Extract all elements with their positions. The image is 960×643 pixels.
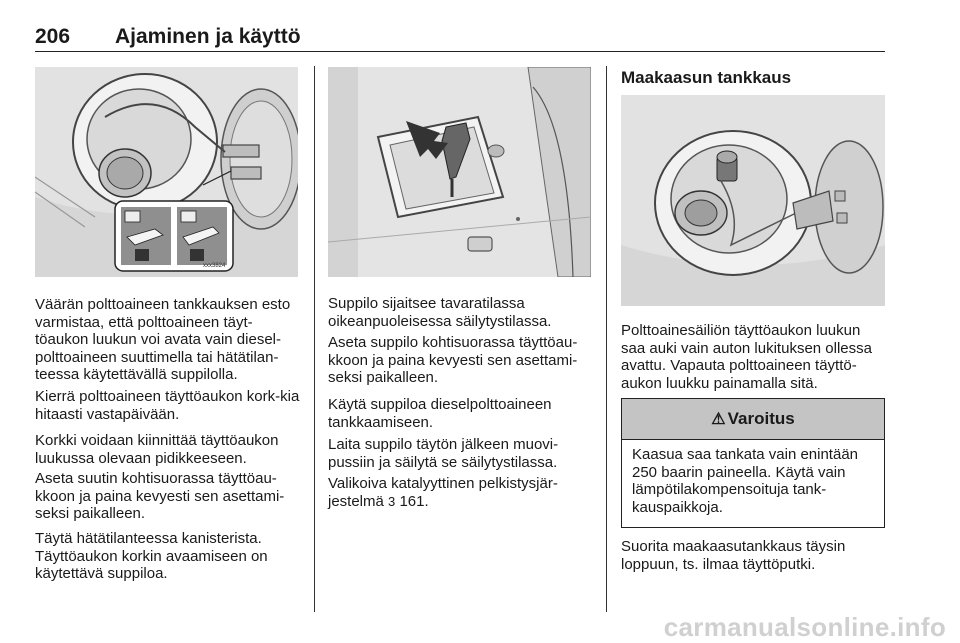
watermark-text: carmanualsonline.info <box>663 612 946 642</box>
col2-paragraph-5 <box>328 475 592 510</box>
warning-box <box>621 398 885 528</box>
col2-p5-text: Valikoiva katalyyttinen pelkistysjär-jestelmä <box>328 475 558 510</box>
column-divider-2 <box>606 66 607 612</box>
warning-triangle-icon: ⚠ <box>711 411 726 428</box>
page-reference-icon: 3 <box>388 493 396 509</box>
page-number: 206 <box>35 25 71 48</box>
col3-paragraph-2: Suorita maakaasutankkaus täysin loppuun, ts. ilmaa täyttöputki. <box>621 538 846 573</box>
misfuel-inhibitor-illustration <box>35 67 298 277</box>
col1-paragraph-2: Kierrä polttoaineen täyttöaukon kork-kia hitaasti vastapäivään. <box>35 388 300 423</box>
warning-title: Varoitus <box>727 409 795 428</box>
warning-body: Kaasua saa tankata vain enintään 250 baarin paineella. Käytä vain lämpötilakompensoituja tank-kauspaikkoja. <box>632 446 859 516</box>
col1-paragraph-5: Täytä hätätilanteessa kanisterista. Täyttöaukon korkin avaamiseen on käytettävä suppiloa. <box>35 530 268 582</box>
cng-filler-illustration <box>621 95 885 306</box>
figure-code: xxx3824 <box>203 263 226 269</box>
col1-paragraph-3: Korkki voidaan kiinnittää täyttöaukon luukussa olevaan pidikkeeseen. <box>35 432 279 467</box>
col2-paragraph-4: Laita suppilo täytön jälkeen muovi-pussiin ja säilytä se säilytystilassa. <box>328 436 559 471</box>
section-heading-cng: Maakaasun tankkaus <box>621 68 792 87</box>
col3-paragraph-1: Polttoainesäiliön täyttöaukon luukun saa auki vain auton lukituksen ollessa avattu. Vapauta polttoaineen täyttö-aukon luukku painamalla sitä. <box>621 322 872 392</box>
col2-paragraph-3: Käytä suppiloa dieselpolttoaineen tankkaamiseen. <box>328 396 552 431</box>
funnel-storage-illustration <box>328 67 591 277</box>
figure-misfuel-inhibitor <box>35 67 298 277</box>
col2-paragraph-2: Aseta suppilo kohtisuorassa täyttöau-kkoon ja paina kevyesti sen asettami-seksi paikalleen. <box>328 334 578 386</box>
col1-paragraph-4: Aseta suutin kohtisuorassa täyttöau-kkoon ja paina kevyesti sen asettami-seksi paikalleen. <box>35 470 285 522</box>
figure-cng-filler <box>621 95 885 306</box>
col1-paragraph-1: Väärän polttoaineen tankkauksen esto varmistaa, että polttoaineen täyt-töaukon luukun voi avata vain diesel-polttoaineen suuttimella tai hätätilan-teessa käytettävällä suppilolla. <box>35 296 291 383</box>
figure-funnel-storage <box>328 67 591 277</box>
warning-header <box>622 399 884 440</box>
page-header <box>35 24 885 52</box>
column-divider-1 <box>314 66 315 612</box>
col2-paragraph-1: Suppilo sijaitsee tavaratilassa oikeanpuoleisessa säilytystilassa. <box>328 295 552 330</box>
page-reference-link[interactable]: 161. <box>399 492 429 510</box>
page-title: Ajaminen ja käyttö <box>115 25 301 48</box>
